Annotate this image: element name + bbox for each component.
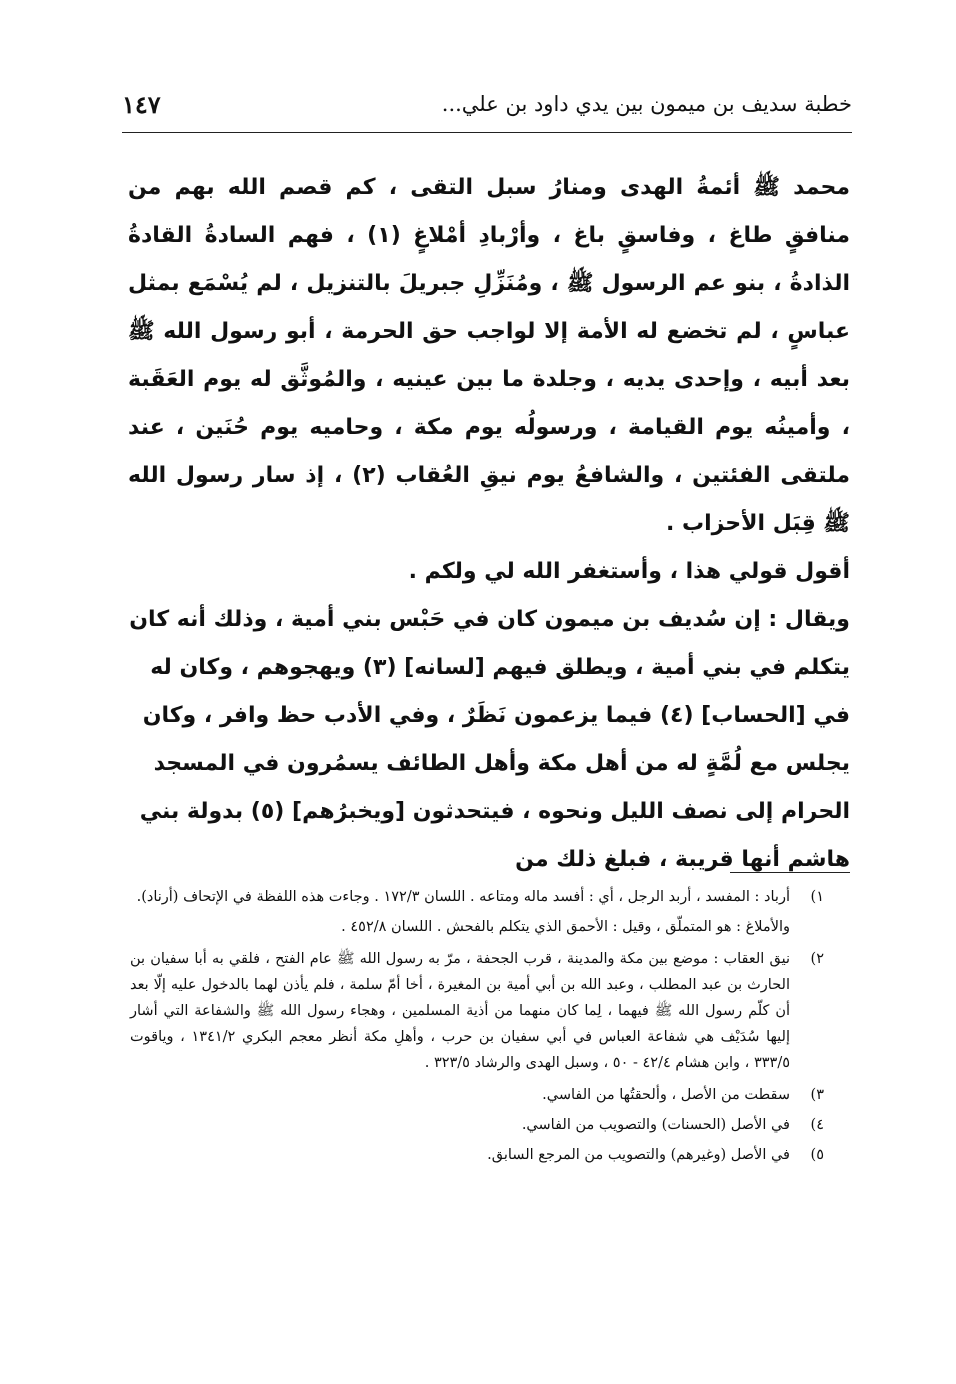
footnote bbox=[130, 1112, 824, 1138]
footnote bbox=[130, 1142, 824, 1168]
footnote-text: في الأصل (وغيرهم) والتصويب من المرجع السابق. bbox=[487, 1147, 790, 1163]
footnote bbox=[130, 1082, 824, 1108]
footnote-text: في الأصل (الحسنات) والتصويب من الفاسي. bbox=[521, 1117, 790, 1133]
footnote-number: ٥) bbox=[810, 1147, 824, 1163]
header-divider bbox=[122, 132, 852, 133]
paragraph: أقول قولي هذا ، وأستغفر الله لي ولكم . bbox=[408, 559, 850, 584]
main-text bbox=[128, 164, 850, 884]
page-header bbox=[122, 92, 852, 126]
running-title: خطبة سديف بن ميمون بين يدي داود بن علي... bbox=[441, 92, 852, 116]
footnote-text: نيق العقاب : موضع بين مكة والمدينة ، قرب الجحفة ، مرّ به رسول الله ﷺ عام الفتح ، فلقي به أبا سفيان بن الحارث بن عبد المطلب ، وعبد الله بن أبي أمية بن المغيرة ، أخا أمّ سلمة ، فلم يأذن لهما بالدخول عليه إلّا بعد أن كلّم رسول الله ﷺ فيهما ، لِما كان منهما من أذية المسلمين ، وهجاء رسول الله ﷺ والشفاعة التي أشار إليها سُدَيْف هي شفاعة العباس في أبي سفيان بن حرب ، وأهلِ مكة أنظر معجم البكري ١٣٤١/٢ ، وياقوت ٣٣٣/٥ ، وابن هشام ٤٢/٤ - ٥٠ ، وسبل الهدى والرشاد ٣٢٣/٥ . bbox=[130, 951, 790, 1071]
footnote-text: والأملاغ : هو المتملّق ، وقيل : الأحمق الذي يتكلم بالفحش . اللسان ٤٥٢/٨ . bbox=[341, 919, 790, 935]
footnote bbox=[130, 884, 824, 910]
footnote bbox=[130, 946, 824, 1076]
footnote-number: ٢) bbox=[810, 951, 824, 967]
footnote-number: ٣) bbox=[810, 1087, 824, 1103]
paragraph: ويقال : إن سُديف بن ميمون كان في حَبْس بني أمية ، وذلك أنه كان يتكلم في بني أمية ، ويطلق فيهم [لسانه] (٣) ويهجوهم ، وكان له في [الحساب] (٤) فيما يزعمون نَظَرٌ ، وفي الأدب حظ وافر ، وكان يجلس مع لُمَّةٍ له من أهل مكة وأهل الطائف يسمُرون في المسجد الحرام إلى نصف الليل ونحوه ، فيتحدثون [ويخبرُهم] (٥) بدولة بني هاشم أنها قريبة ، فبلغ ذلك من bbox=[129, 607, 850, 872]
page-number: ١٤٧ bbox=[122, 90, 161, 119]
footnote-number: ٤) bbox=[810, 1117, 824, 1133]
footnote-text: أرباد : المفسد ، أربد الرجل ، أي : أفسد ماله ومتاعه . اللسان ١٧٢/٣ . وجاءت هذه اللفظة في الإتحاف (أرناد). bbox=[136, 889, 790, 905]
footnotes bbox=[130, 884, 824, 1172]
footnote-divider bbox=[730, 872, 850, 873]
footnote-text: سقطت من الأصل ، وألحقتُها من الفاسي. bbox=[542, 1087, 790, 1103]
paragraph: محمد ﷺ أئمةُ الهدى ومنارُ سبل التقى ، كم قصم الله بهم من منافقٍ طاغ ، وفاسقٍ باغ ، وأرْبادِ أمْلاغٍ (١) ، فهم السادةُ القادةُ الذادةُ ، بنو عم الرسول ﷺ ، ومُنَزِّلِ جبريلَ بالتنزيل ، لم يُسْمَع بمثل عباسٍ ، لم تخضع له الأمة إلا لواجب حق الحرمة ، أبو رسول الله ﷺ بعد أبيه ، وإحدى يديه ، وجلدة ما بين عينيه ، والمُوثَّق له يوم العَقَبة ، وأمينُه يوم القيامة ، ورسولُه يوم مكة ، وحاميه يوم حُنَين ، عند ملتقى الفئتين ، والشافعُ يوم نيقِ العُقاب (٢) ، إذ سار رسول الله ﷺ قِبَل الأحزاب . bbox=[128, 175, 851, 536]
footnote-number: ١) bbox=[810, 889, 824, 905]
footnote bbox=[130, 914, 790, 940]
